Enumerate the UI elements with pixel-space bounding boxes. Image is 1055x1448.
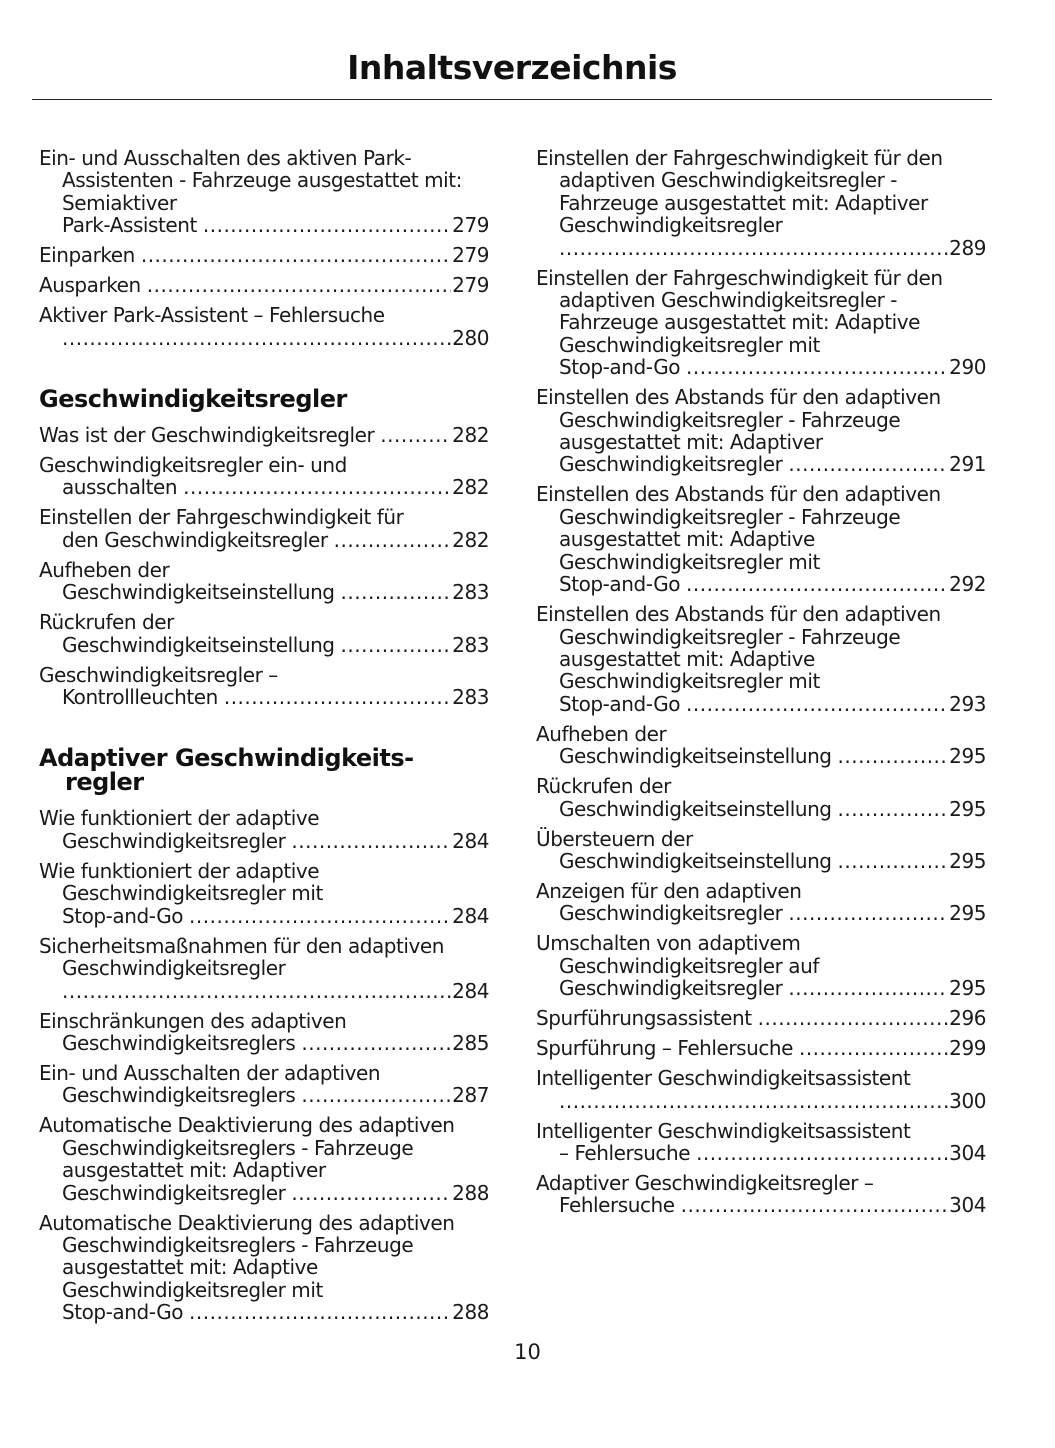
toc-entry-page-number[interactable]: 300 (949, 1088, 986, 1113)
toc-entry-leader-line (39, 581, 489, 603)
dot-leader (291, 1182, 451, 1204)
dot-leader (681, 1194, 949, 1216)
dot-leader (838, 798, 949, 820)
toc-entry-title: Einstellen des Abstands für den adaptiven Geschwindigkeitsregler - Fahrzeuge ausgestattet mit: Adaptive Geschwindigkeitsregler mit (536, 602, 941, 694)
toc-entry-leader-line (39, 214, 489, 236)
page-header (32, 46, 992, 90)
toc-entry[interactable] (536, 1037, 986, 1059)
dot-leader (341, 581, 452, 603)
toc-entry-page-number[interactable]: 299 (949, 1036, 986, 1061)
toc-entry-tail-text: Geschwindigkeitseinstellung (62, 580, 335, 605)
toc-entry-page-number[interactable]: 291 (949, 452, 986, 477)
toc-entry[interactable] (536, 483, 986, 595)
toc-entry[interactable] (536, 880, 986, 925)
dot-leader (224, 686, 451, 708)
toc-entry-tail-text: Spurführungsassistent (536, 1006, 752, 1031)
toc-entry-page-number[interactable]: 284 (452, 903, 489, 928)
toc-entry[interactable] (39, 147, 489, 237)
toc-entry-page-number[interactable]: 292 (949, 572, 986, 597)
toc-entry-leader-line (536, 977, 986, 999)
page-title: Inhaltsverzeichnis (347, 48, 677, 87)
toc-entry-title: Einstellen des Abstands für den adaptiven Geschwindigkeitsregler - Fahrzeuge ausgestattet mit: Adaptive Geschwindigkeitsregler mit (536, 482, 941, 574)
toc-entry-title: Sicherheitsmaßnahmen für den adaptiven Geschwindigkeitsregler (39, 933, 445, 981)
toc-entry-tail-text: Geschwindigkeitsregler (559, 452, 783, 477)
toc-entry-title: Übersteuern der (536, 826, 693, 851)
dot-leader (141, 244, 451, 266)
toc-entry[interactable] (536, 828, 986, 873)
toc-entry-leader-line (536, 573, 986, 595)
toc-entry[interactable] (536, 147, 986, 259)
dot-leader (291, 830, 451, 852)
dot-leader (147, 274, 451, 296)
dot-leader (799, 1037, 948, 1059)
toc-entry-leader-line (536, 902, 986, 924)
toc-entry-tail-text: Einparken (39, 243, 135, 268)
toc-list-top (39, 147, 489, 349)
toc-entry-leader-line (39, 1084, 489, 1106)
toc-entry-title: Einstellen der Fahrgeschwindigkeit für (39, 505, 404, 530)
toc-entry-title: Rückrufen der (39, 610, 174, 635)
toc-entry-tail-text: Kontrollleuchten (62, 685, 218, 710)
toc-entry-page-number[interactable]: 279 (452, 213, 489, 238)
toc-entry-leader-line (39, 529, 489, 551)
toc-entry-tail-text: Ausparken (39, 273, 141, 298)
toc-entry-title: Einstellen des Abstands für den adaptiven Geschwindigkeitsregler - Fahrzeuge ausgestattet mit: Adaptiver (536, 385, 941, 455)
toc-entry[interactable] (39, 244, 489, 266)
toc-entry-title: Rückrufen der (536, 774, 671, 799)
toc-entry-title: Wie funktioniert der adaptive (39, 806, 320, 831)
toc-entry-title: Ein- und Ausschalten des aktiven Park-Assistenten - Fahrzeuge ausgestattet mit: Semiaktiver (39, 146, 462, 215)
toc-entry-page-number[interactable]: 304 (949, 1193, 986, 1218)
toc-entry-page-number[interactable]: 293 (949, 691, 986, 716)
toc-entry-title: Intelligenter Geschwindigkeitsassistent (536, 1118, 911, 1143)
toc-entry[interactable] (39, 1010, 489, 1055)
toc-entry[interactable] (536, 386, 986, 476)
toc-list-right (536, 147, 986, 1217)
toc-entry-title: Einstellen der Fahrgeschwindigkeit für den adaptiven Geschwindigkeitsregler - Fahrzeuge ausgestattet mit: Adaptiver Geschwindigkeitsregler (536, 146, 943, 238)
dot-leader (189, 905, 451, 927)
toc-entry-tail-text: Geschwindigkeitsregler (62, 828, 286, 853)
toc-entry[interactable] (39, 304, 489, 349)
toc-entry-leader-line (39, 476, 489, 498)
toc-entry-leader-line (536, 1037, 986, 1059)
toc-entry-tail-text: Geschwindigkeitseinstellung (559, 744, 832, 769)
toc-entry-page-number[interactable]: 279 (452, 273, 489, 298)
toc-entry[interactable] (536, 775, 986, 820)
toc-entry[interactable] (39, 664, 489, 709)
toc-entry-page-number[interactable]: 280 (452, 325, 489, 350)
toc-entry-tail-text: Stop-and-Go (62, 903, 184, 928)
toc-entry-leader-line (536, 453, 986, 475)
toc-entry-title: Geschwindigkeitsregler – (39, 662, 278, 687)
toc-entry-page-number[interactable]: 295 (949, 848, 986, 873)
toc-entry-leader-line (39, 274, 489, 296)
dot-leader (559, 1090, 948, 1112)
toc-entry-leader-line (536, 745, 986, 767)
toc-entry-leader-line (39, 686, 489, 708)
dot-leader (788, 977, 948, 999)
dot-leader (62, 327, 451, 349)
toc-entry-leader-line (39, 980, 489, 1002)
toc-entry-title: Wie funktioniert der adaptive Geschwindigkeitsregler mit (39, 858, 323, 906)
toc-entry-tail-text: Geschwindigkeitsregler (559, 901, 783, 926)
toc-entry[interactable] (39, 935, 489, 1002)
toc-entry-tail-text: Geschwindigkeitsreglers (62, 1083, 296, 1108)
toc-entry[interactable] (536, 1172, 986, 1217)
toc-entry[interactable] (39, 1114, 489, 1204)
toc-entry-page-number[interactable]: 304 (949, 1140, 986, 1165)
toc-entry-tail-text: Stop-and-Go (62, 1300, 184, 1325)
dot-leader (788, 453, 948, 475)
toc-entry-leader-line (536, 1194, 986, 1216)
toc-entry-tail-text: Geschwindigkeitsregler (559, 976, 783, 1001)
toc-entry-leader-line (536, 1007, 986, 1029)
toc-entry-title: Anzeigen für den adaptiven (536, 878, 802, 903)
toc-entry-title: Aufheben der (536, 721, 667, 746)
toc-entry[interactable] (536, 267, 986, 379)
toc-right-column (536, 147, 986, 1224)
toc-entry-tail-text: Park-Assistent (62, 213, 197, 238)
toc-entry-title: Aufheben der (39, 557, 170, 582)
toc-entry-title: Automatische Deaktivierung des adaptiven Geschwindigkeitsreglers - Fahrzeuge ausgestattet mit: Adaptiver (39, 1113, 455, 1183)
toc-entry-title: Einstellen der Fahrgeschwindigkeit für den adaptiven Geschwindigkeitsregler - Fahrzeuge ausgestattet mit: Adaptive Geschwindigkeitsregler mit (536, 265, 943, 357)
toc-entry-page-number[interactable]: 283 (452, 580, 489, 605)
toc-entry-tail-text: den Geschwindigkeitsregler (62, 527, 328, 552)
toc-entry-leader-line (536, 693, 986, 715)
toc-entry[interactable] (536, 1007, 986, 1029)
toc-entry-tail-text: Stop-and-Go (559, 691, 681, 716)
toc-entry-title: Adaptiver Geschwindigkeitsregler – (536, 1170, 874, 1195)
toc-entry-page-number[interactable]: 284 (452, 978, 489, 1003)
toc-entry[interactable] (39, 424, 489, 446)
dot-leader (788, 902, 948, 924)
dot-leader (838, 745, 949, 767)
toc-entry-leader-line (536, 1090, 986, 1112)
toc-entry[interactable] (536, 1120, 986, 1165)
toc-entry-page-number[interactable]: 288 (452, 1300, 489, 1325)
section-heading-adaptiver-geschwindigkeitsregler (39, 744, 489, 797)
toc-entry-page-number[interactable]: 287 (452, 1083, 489, 1108)
dot-leader (380, 424, 451, 446)
toc-entry-page-number[interactable]: 289 (949, 235, 986, 260)
toc-entry-leader-line (536, 1142, 986, 1164)
dot-leader (686, 356, 948, 378)
section-heading-line-2: regler (65, 768, 144, 797)
dot-leader (686, 693, 948, 715)
dot-leader (203, 214, 451, 236)
toc-entry-leader-line (536, 356, 986, 378)
toc-entry[interactable] (39, 860, 489, 927)
toc-entry-tail-text: Geschwindigkeitseinstellung (559, 848, 832, 873)
toc-entry[interactable] (536, 932, 986, 999)
toc-entry[interactable] (39, 807, 489, 852)
toc-entry-title: Umschalten von adaptivem Geschwindigkeitsregler auf (536, 931, 819, 978)
toc-entry-page-number[interactable]: 295 (949, 796, 986, 821)
toc-entry-leader-line (39, 905, 489, 927)
toc-entry-page-number[interactable]: 282 (452, 423, 489, 448)
toc-entry-page-number[interactable]: 290 (949, 355, 986, 380)
toc-entry-page-number[interactable]: 295 (949, 976, 986, 1001)
toc-entry-tail-text: Fehlersuche (559, 1193, 675, 1218)
toc-entry-leader-line (536, 798, 986, 820)
toc-entry-leader-line (39, 327, 489, 349)
toc-entry-page-number[interactable]: 279 (452, 243, 489, 268)
toc-entry-tail-text: Geschwindigkeitseinstellung (62, 632, 335, 657)
section-heading-line-1: Adaptiver Geschwindigkeits- (39, 744, 414, 773)
toc-left-column (39, 147, 489, 1331)
dot-leader (301, 1084, 451, 1106)
toc-entry-page-number[interactable]: 288 (452, 1180, 489, 1205)
toc-entry-leader-line (39, 1032, 489, 1054)
toc-entry-page-number[interactable]: 296 (949, 1006, 986, 1031)
toc-entry-title: Ein- und Ausschalten der adaptiven (39, 1060, 381, 1085)
dot-leader (341, 634, 452, 656)
toc-entry-leader-line (536, 237, 986, 259)
dot-leader (62, 980, 451, 1002)
toc-entry[interactable] (39, 611, 489, 656)
toc-entry[interactable] (536, 723, 986, 768)
toc-entry-tail-text: Stop-and-Go (559, 572, 681, 597)
toc-entry-tail-text: Geschwindigkeitsregler (62, 1180, 286, 1205)
toc-entry[interactable] (39, 559, 489, 604)
dot-leader (334, 529, 452, 551)
toc-entry-title: Automatische Deaktivierung des adaptiven Geschwindigkeitsreglers - Fahrzeuge ausgestattet mit: Adaptive Geschwindigkeitsregler mit (39, 1210, 455, 1302)
toc-entry[interactable] (39, 1062, 489, 1107)
toc-entry[interactable] (536, 1067, 986, 1112)
toc-entry[interactable] (536, 603, 986, 715)
toc-entry-tail-text: Stop-and-Go (559, 355, 681, 380)
dot-leader (559, 237, 948, 259)
dot-leader (696, 1142, 948, 1164)
page-number: 10 (514, 1340, 541, 1364)
toc-entry-tail-text: ausschalten (62, 475, 178, 500)
toc-entry-tail-text: Geschwindigkeitsreglers (62, 1030, 296, 1055)
toc-entry-tail-text: Geschwindigkeitseinstellung (559, 796, 832, 821)
toc-entry[interactable] (39, 506, 489, 551)
toc-entry[interactable] (39, 1212, 489, 1324)
toc-entry-page-number[interactable]: 295 (949, 744, 986, 769)
dot-leader (301, 1032, 451, 1054)
toc-entry[interactable] (39, 454, 489, 499)
toc-entry-page-number[interactable]: 282 (452, 475, 489, 500)
dot-leader (838, 850, 949, 872)
toc-entry-page-number[interactable]: 285 (452, 1030, 489, 1055)
header-divider (32, 99, 992, 100)
toc-entry-title: Geschwindigkeitsregler ein- und (39, 453, 347, 478)
toc-entry-title: Aktiver Park-Assistent – Fehlersuche (39, 303, 385, 328)
toc-entry-leader-line (39, 244, 489, 266)
toc-entry-page-number[interactable]: 295 (949, 901, 986, 926)
toc-entry-leader-line (39, 830, 489, 852)
toc-entry-leader-line (39, 634, 489, 656)
toc-entry-title: Einschränkungen des adaptiven (39, 1008, 347, 1033)
dot-leader (758, 1007, 949, 1029)
toc-entry-title: Intelligenter Geschwindigkeitsassistent (536, 1066, 911, 1091)
toc-entry-page-number[interactable]: 284 (452, 828, 489, 853)
toc-entry-leader-line (536, 850, 986, 872)
dot-leader (189, 1301, 451, 1323)
toc-entry-leader-line (39, 424, 489, 446)
toc-entry-tail-text: Was ist der Geschwindigkeitsregler (39, 423, 375, 448)
toc-entry-leader-line (39, 1301, 489, 1323)
toc-list-section-1 (39, 424, 489, 708)
toc-entry-page-number[interactable]: 283 (452, 685, 489, 710)
toc-entry[interactable] (39, 274, 489, 296)
toc-list-section-2 (39, 807, 489, 1323)
toc-entry-leader-line (39, 1182, 489, 1204)
dot-leader (686, 573, 948, 595)
toc-entry-page-number[interactable]: 283 (452, 632, 489, 657)
section-heading-geschwindigkeitsregler: Geschwindigkeitsregler (39, 385, 347, 414)
dot-leader (183, 476, 451, 498)
toc-entry-page-number[interactable]: 282 (452, 527, 489, 552)
toc-entry-tail-text: Spurführung – Fehlersuche (536, 1036, 793, 1061)
toc-entry-tail-text: – Fehlersuche (559, 1140, 691, 1165)
